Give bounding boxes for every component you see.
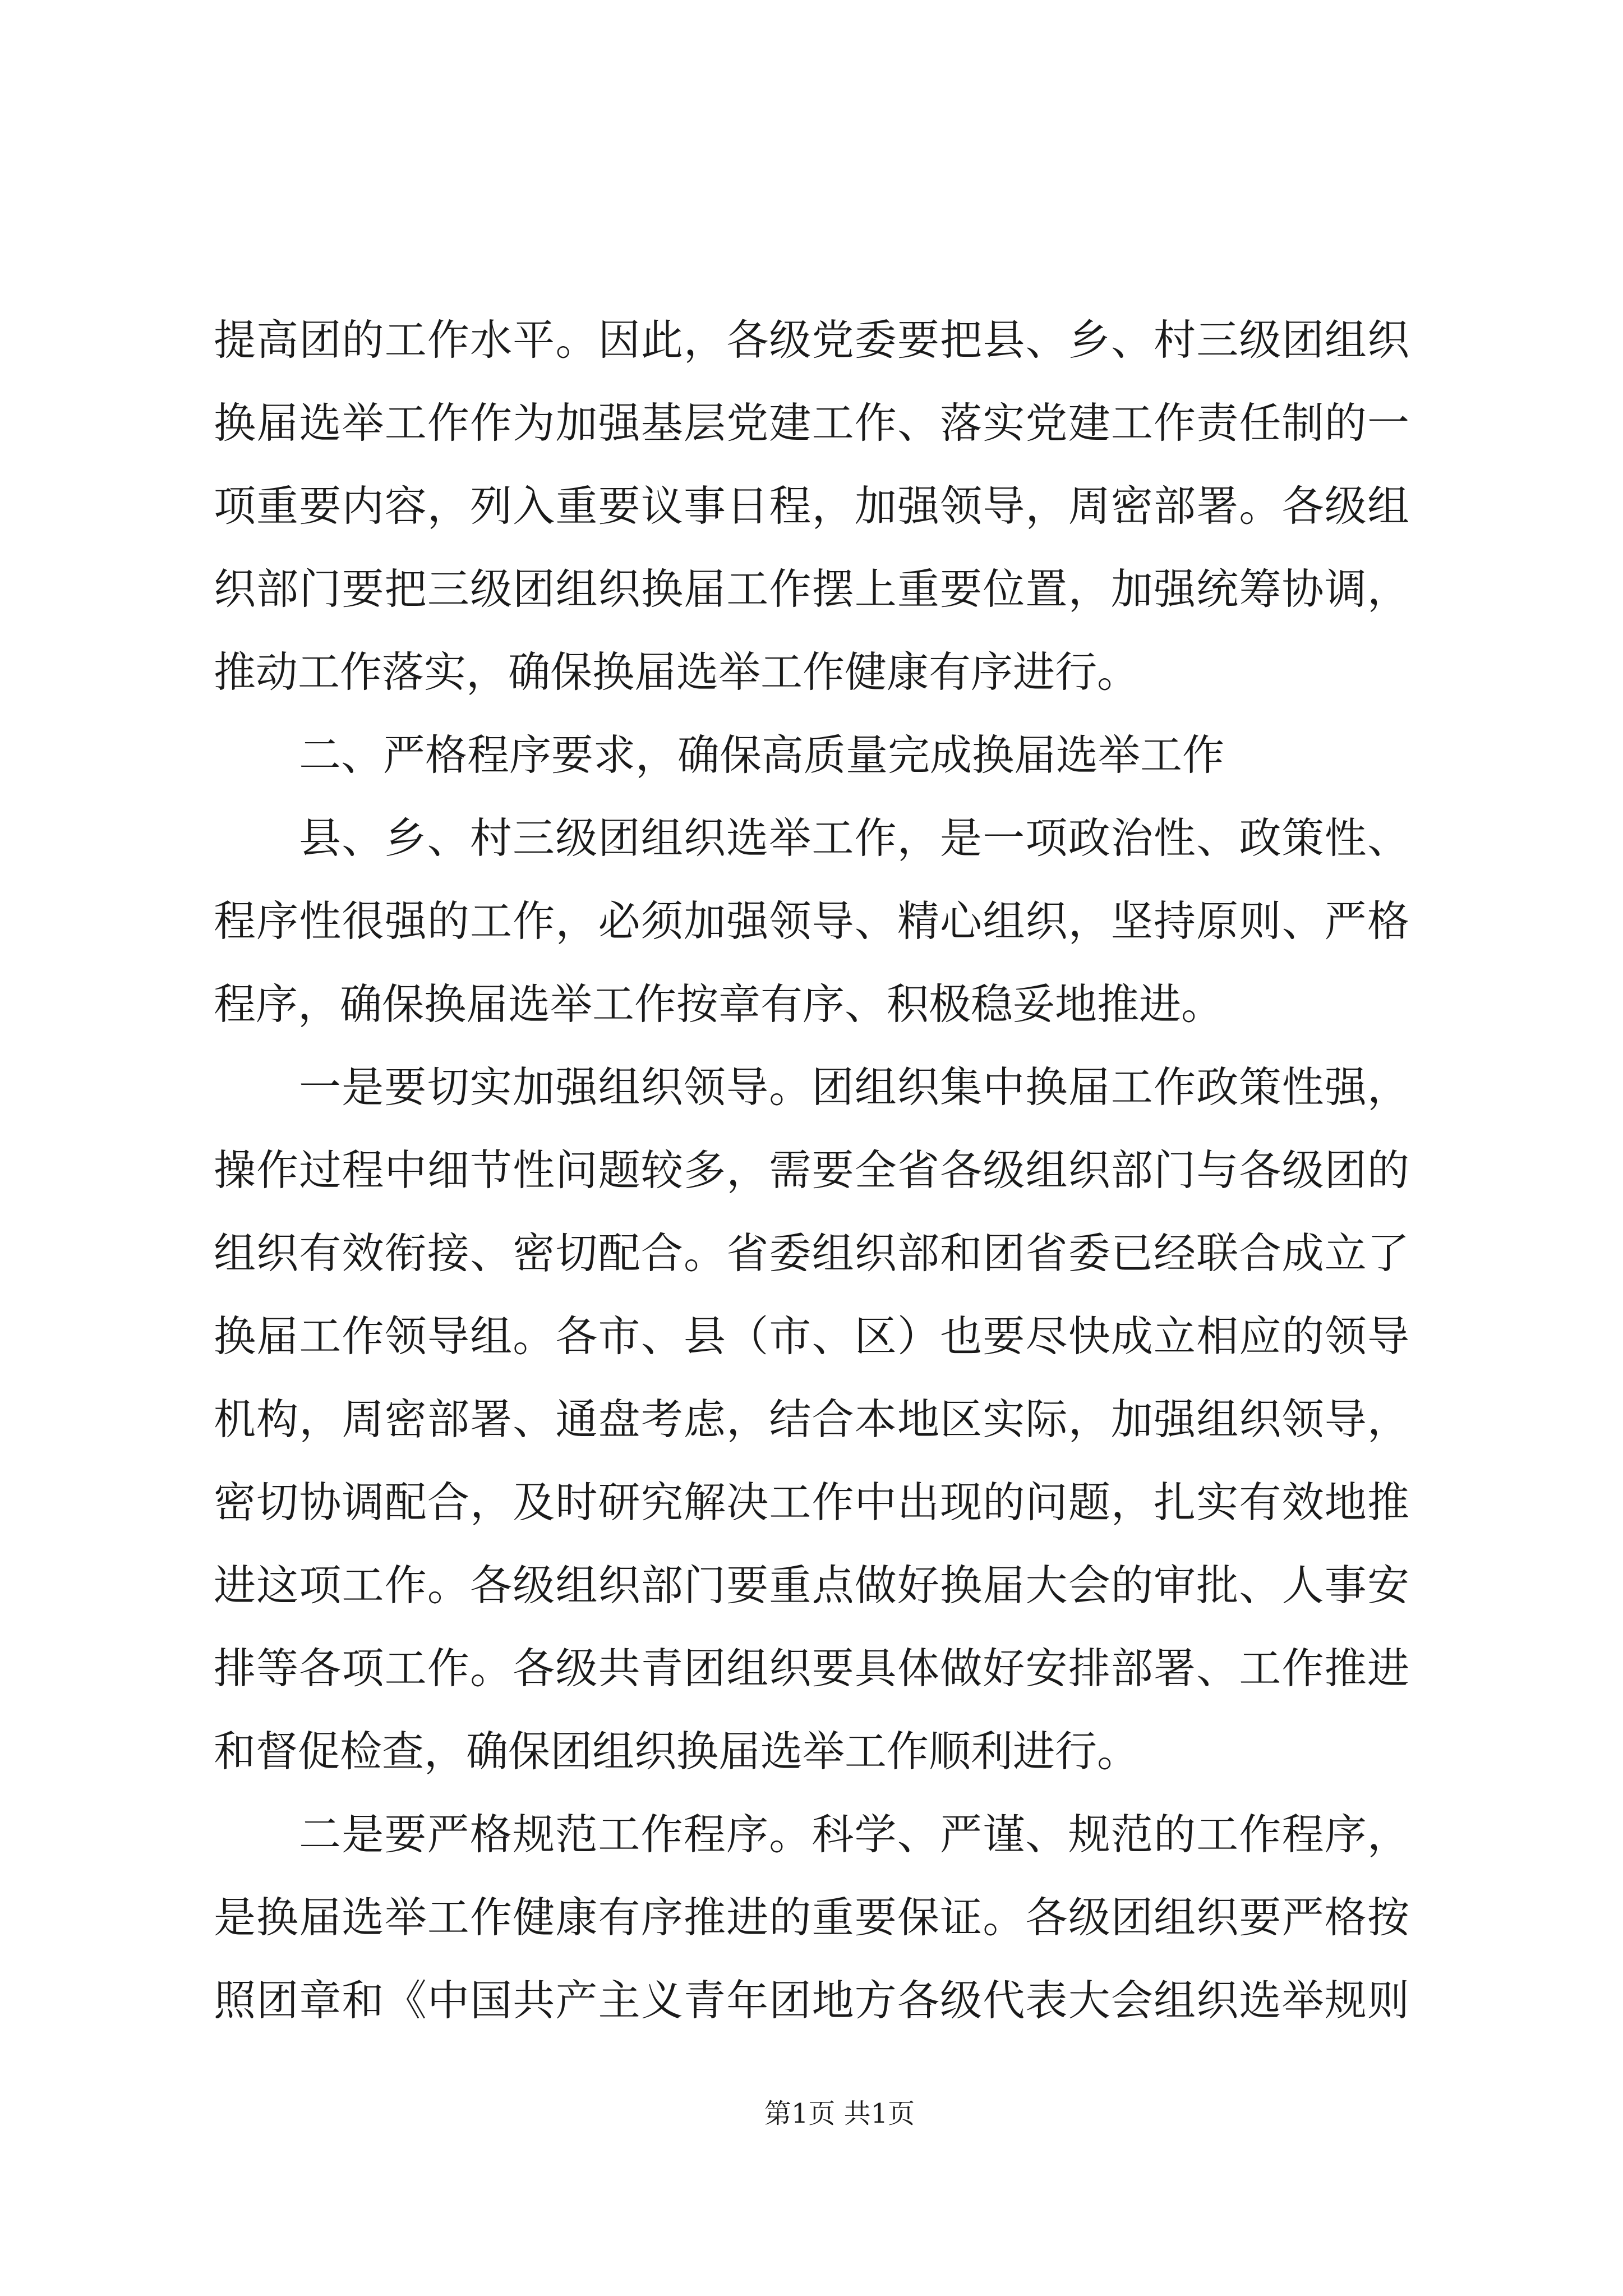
body-paragraph <box>214 1046 1409 1793</box>
text-line: 织部门要把三级团组织换届工作摆上重要位置，加强统筹协调， <box>214 564 1409 614</box>
body-paragraph <box>214 1793 1409 2042</box>
text-line: 程序性很强的工作，必须加强领导、精心组织，坚持原则、严格 <box>214 896 1409 946</box>
text-line: 照团章和《中国共产主义青年团地方各级代表大会组织选举规则 <box>214 1976 1409 2025</box>
text-line: 排等各项工作。各级共青团组织要具体做好安排部署、工作推进 <box>214 1644 1409 1693</box>
document-body <box>214 298 1409 2042</box>
text-line: 二是要严格规范工作程序。科学、严谨、规范的工作程序， <box>299 1810 1409 1859</box>
text-line: 程序，确保换届选举工作按章有序、积极稳妥地推进。 <box>214 979 1224 1029</box>
text-line: 推动工作落实，确保换届选举工作健康有序进行。 <box>214 647 1140 697</box>
text-line: 换届工作领导组。各市、县（市、区）也要尽快成立相应的领导 <box>214 1312 1409 1361</box>
text-line: 进这项工作。各级组织部门要重点做好换届大会的审批、人事安 <box>214 1561 1409 1610</box>
text-line: 操作过程中细节性问题较多，需要全省各级组织部门与各级团的 <box>214 1145 1409 1195</box>
text-line: 换届选举工作作为加强基层党建工作、落实党建工作责任制的一 <box>214 398 1409 448</box>
section-heading <box>214 714 1409 797</box>
body-paragraph <box>214 298 1409 714</box>
text-line: 组织有效衔接、密切配合。省委组织部和团省委已经联合成立了 <box>214 1228 1409 1278</box>
text-line: 项重要内容，列入重要议事日程，加强领导，周密部署。各级组 <box>214 481 1409 531</box>
page-footer: 第1页 共1页 <box>764 2098 915 2129</box>
section-heading-text: 二、严格程序要求，确保高质量完成换届选举工作 <box>299 730 1225 780</box>
text-line: 一是要切实加强组织领导。团组织集中换届工作政策性强， <box>299 1062 1409 1112</box>
text-line: 密切协调配合，及时研究解决工作中出现的问题，扎实有效地推 <box>214 1478 1409 1527</box>
text-line: 是换届选举工作健康有序推进的重要保证。各级团组织要严格按 <box>214 1893 1409 1942</box>
text-line: 机构，周密部署、通盘考虑，结合本地区实际，加强组织领导， <box>214 1395 1409 1444</box>
text-line: 和督促检查，确保团组织换届选举工作顺利进行。 <box>214 1727 1140 1776</box>
text-line: 县、乡、村三级团组织选举工作，是一项政治性、政策性、 <box>299 813 1409 863</box>
body-paragraph <box>214 797 1409 1046</box>
text-line: 提高团的工作水平。因此，各级党委要把县、乡、村三级团组织 <box>214 315 1409 365</box>
